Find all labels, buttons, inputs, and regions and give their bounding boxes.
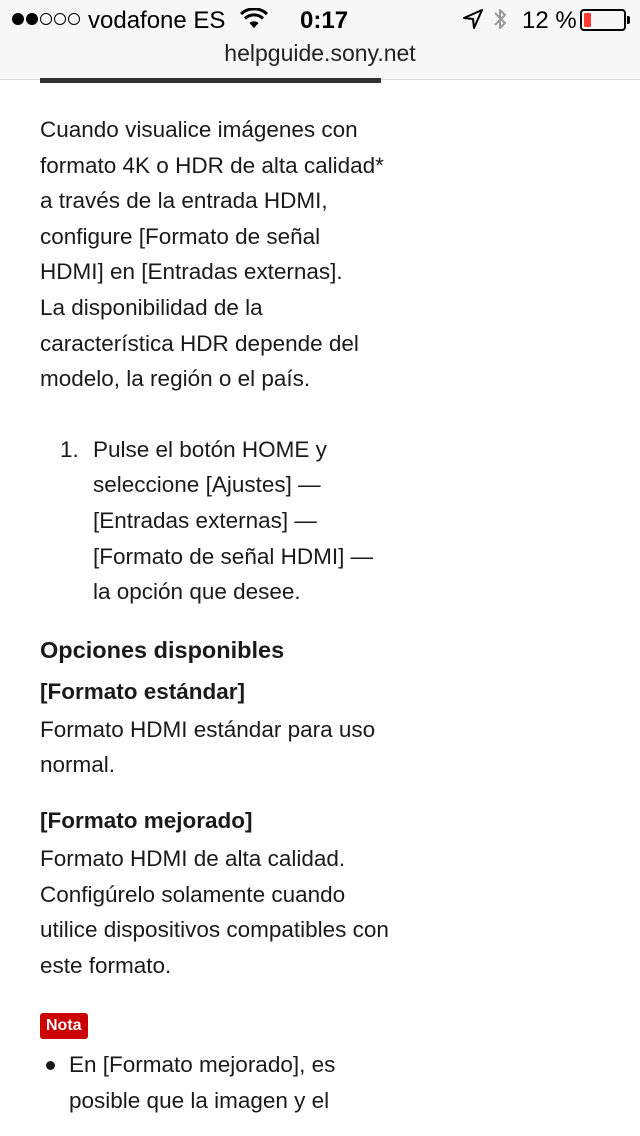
step-text: Pulse el botón HOME y seleccione [Ajustes] — [Entradas externas] — [Formato de señal HDMI] — la opción que desee. [93,436,374,605]
bullet-icon [40,1047,69,1118]
battery-fill [584,13,591,27]
intro-paragraph: Cuando visualice imágenes con formato 4K o HDR de alta calidad* a través de la entrada HDMI, configure [Formato de señal HDMI] en [Entradas externas]. [40,117,384,285]
battery-icon [580,9,626,31]
status-bar [0,0,640,40]
notes-list [40,1047,390,1118]
wifi-icon [240,8,268,30]
steps-list [60,432,390,610]
list-item [40,1047,390,1118]
option-description-enhanced: Formato HDMI de alta calidad. Configúrelo solamente cuando utilice dispositivos compatibles con este formato. [40,845,389,978]
options-heading: Opciones disponibles [40,636,285,663]
location-arrow-icon [462,8,484,30]
list-item [60,432,390,610]
note-text: En [Formato mejorado], es posible que la imagen y el [69,1052,336,1113]
option-description-standard: Formato HDMI estándar para uso normal. [40,716,376,778]
signal-strength-icon [12,13,80,25]
note-badge: Nota [40,1013,88,1039]
option-title-enhanced: [Formato mejorado] [40,807,253,833]
intro-availability-paragraph: La disponibilidad de la característica HDR depende del modelo, la región o el país. [40,294,359,392]
option-title-standard: [Formato estándar] [40,678,246,704]
carrier-name: vodafone ES [88,7,226,34]
section-divider [40,78,381,83]
clock-time: 0:17 [300,7,349,34]
browser-top-bar [0,0,640,80]
address-bar-url[interactable]: helpguide.sony.net [224,40,416,66]
step-number: 1. [60,436,79,462]
article-content [40,112,390,1118]
bluetooth-icon [492,6,508,32]
battery-percent: 12 % [522,7,577,34]
